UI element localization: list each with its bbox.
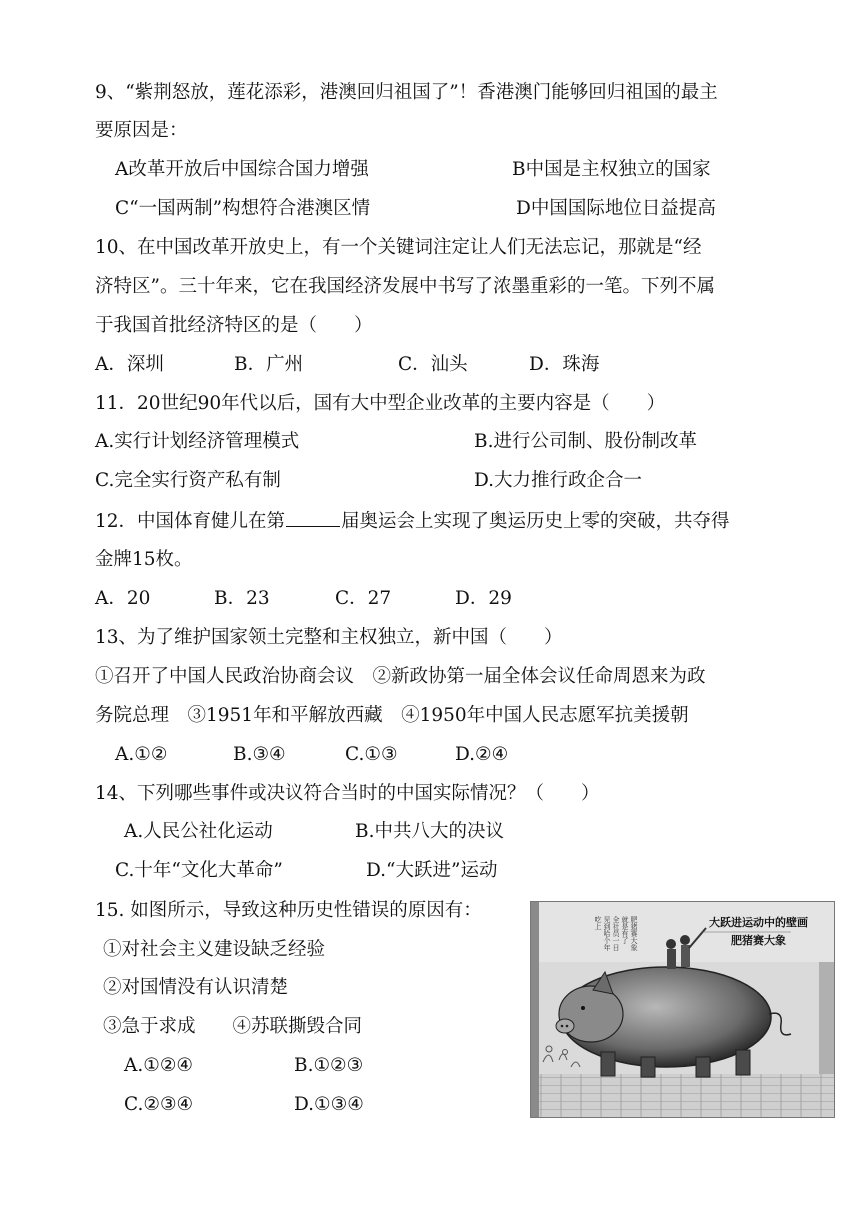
q15-option-d: D.①③④ (294, 1094, 364, 1115)
q12-stem-line2: 金牌15枚。 (95, 549, 193, 570)
q14-option-c: C.十年“文化大革命” (115, 860, 283, 881)
q10-stem-line1: 10、在中国改革开放史上，有一个关键词注定让人们无法忘记，那就是“经 (95, 237, 702, 258)
q13-line3: 务院总理 ③1951年和平解放西藏 ④1950年中国人民志愿军抗美援朝 (95, 705, 689, 726)
q10-stem-line2: 济特区”。三十年来，它在我国经济发展中书写了浓墨重彩的一笔。下列不属 (95, 276, 715, 297)
q9-option-b: B中国是主权独立的国家 (512, 159, 711, 180)
q12-option-d: D．29 (455, 588, 512, 609)
q9-stem-line1: 9、“紫荆怒放，莲花添彩，港澳回归祖国了”！香港澳门能够回归祖国的最主 (95, 82, 718, 103)
mural-slogan-col-3: 全社员一日 (612, 916, 620, 951)
q12-option-b: B．23 (214, 588, 270, 609)
q13-stem: 13、为了维护国家领土完整和主权独立，新中国（ ） (95, 627, 563, 648)
q15-item-2: ②对国情没有认识清楚 (103, 977, 289, 998)
q15-item-1: ①对社会主义建设缺乏经验 (103, 939, 326, 960)
figure-caption-line1: 大跃进运动中的壁画 (709, 916, 808, 929)
q11-option-b: B.进行公司制、股份制改革 (474, 431, 697, 452)
q12-option-a: A．20 (95, 588, 151, 609)
q14-stem: 14、下列哪些事件或决议符合当时的中国实际情况？（ ） (95, 783, 600, 804)
figure-caption-line2: 肥猪赛大象 (731, 934, 786, 947)
q15-option-c: C.②③④ (124, 1094, 194, 1115)
q15-stem: 15. 如图所示，导致这种历史性错误的原因有： (95, 900, 482, 921)
q14-option-d: D.“大跃进”运动 (366, 860, 498, 881)
q13-option-a: A.①② (115, 744, 168, 765)
q10-option-b: B．广州 (234, 354, 304, 375)
mural-slogan-col-1: 肥猪赛大象 (630, 916, 638, 951)
q14-option-b: B.中共八大的决议 (355, 821, 504, 842)
q15-option-a: A.①②④ (124, 1055, 193, 1076)
q12-stem-part2: 届奥运会上实现了奥运历史上零的突破，共夺得 (341, 511, 730, 532)
q12-option-c: C．27 (335, 588, 392, 609)
q10-option-c: C．汕头 (398, 354, 468, 375)
q15-option-b: B.①②③ (294, 1055, 364, 1076)
q11-option-a: A.实行计划经济管理模式 (95, 431, 300, 452)
q13-option-d: D.②④ (455, 744, 509, 765)
q11-option-d: D.大力推行政企合一 (474, 470, 643, 491)
q9-stem-line2: 要原因是： (95, 120, 188, 141)
q13-option-c: C.①③ (345, 744, 398, 765)
q10-option-a: A．深圳 (95, 354, 164, 375)
mural-illustration (531, 902, 834, 1117)
q9-option-c: C“一国两制”构想符合港澳区情 (115, 198, 371, 219)
q13-line2: ①召开了中国人民政治协商会议 ②新政协第一届全体会议任命周恩来为政 (95, 666, 706, 687)
mural-slogan-col-4: 见到哈个年 (603, 916, 611, 951)
q12-stem-line1 (95, 508, 730, 535)
mural-slogan-col-2: 就是有了 (621, 916, 629, 944)
q14-option-a: A.人民公社化运动 (124, 821, 273, 842)
q9-option-d: D中国国际地位日益提高 (516, 198, 716, 219)
q10-stem-line3: 于我国首批经济特区的是（ ） (95, 315, 373, 336)
q11-option-c: C.完全实行资产私有制 (95, 470, 281, 491)
mural-slogan-col-5: 吃上 (594, 916, 602, 930)
q15-item-3: ③急于求成 ④苏联撕毁合同 (103, 1016, 363, 1037)
q10-option-d: D．珠海 (529, 354, 600, 375)
q11-stem: 11．20世纪90年代以后，国有大中型企业改革的主要内容是（ ） (95, 393, 666, 414)
mural-photo (530, 901, 835, 1118)
q12-stem-part1: 12．中国体育健儿在第 (95, 511, 286, 532)
q9-option-a: A改革开放后中国综合国力增强 (115, 159, 369, 180)
q13-option-b: B.③④ (233, 744, 286, 765)
mural-slogan (593, 916, 638, 951)
q12-blank (286, 508, 340, 527)
